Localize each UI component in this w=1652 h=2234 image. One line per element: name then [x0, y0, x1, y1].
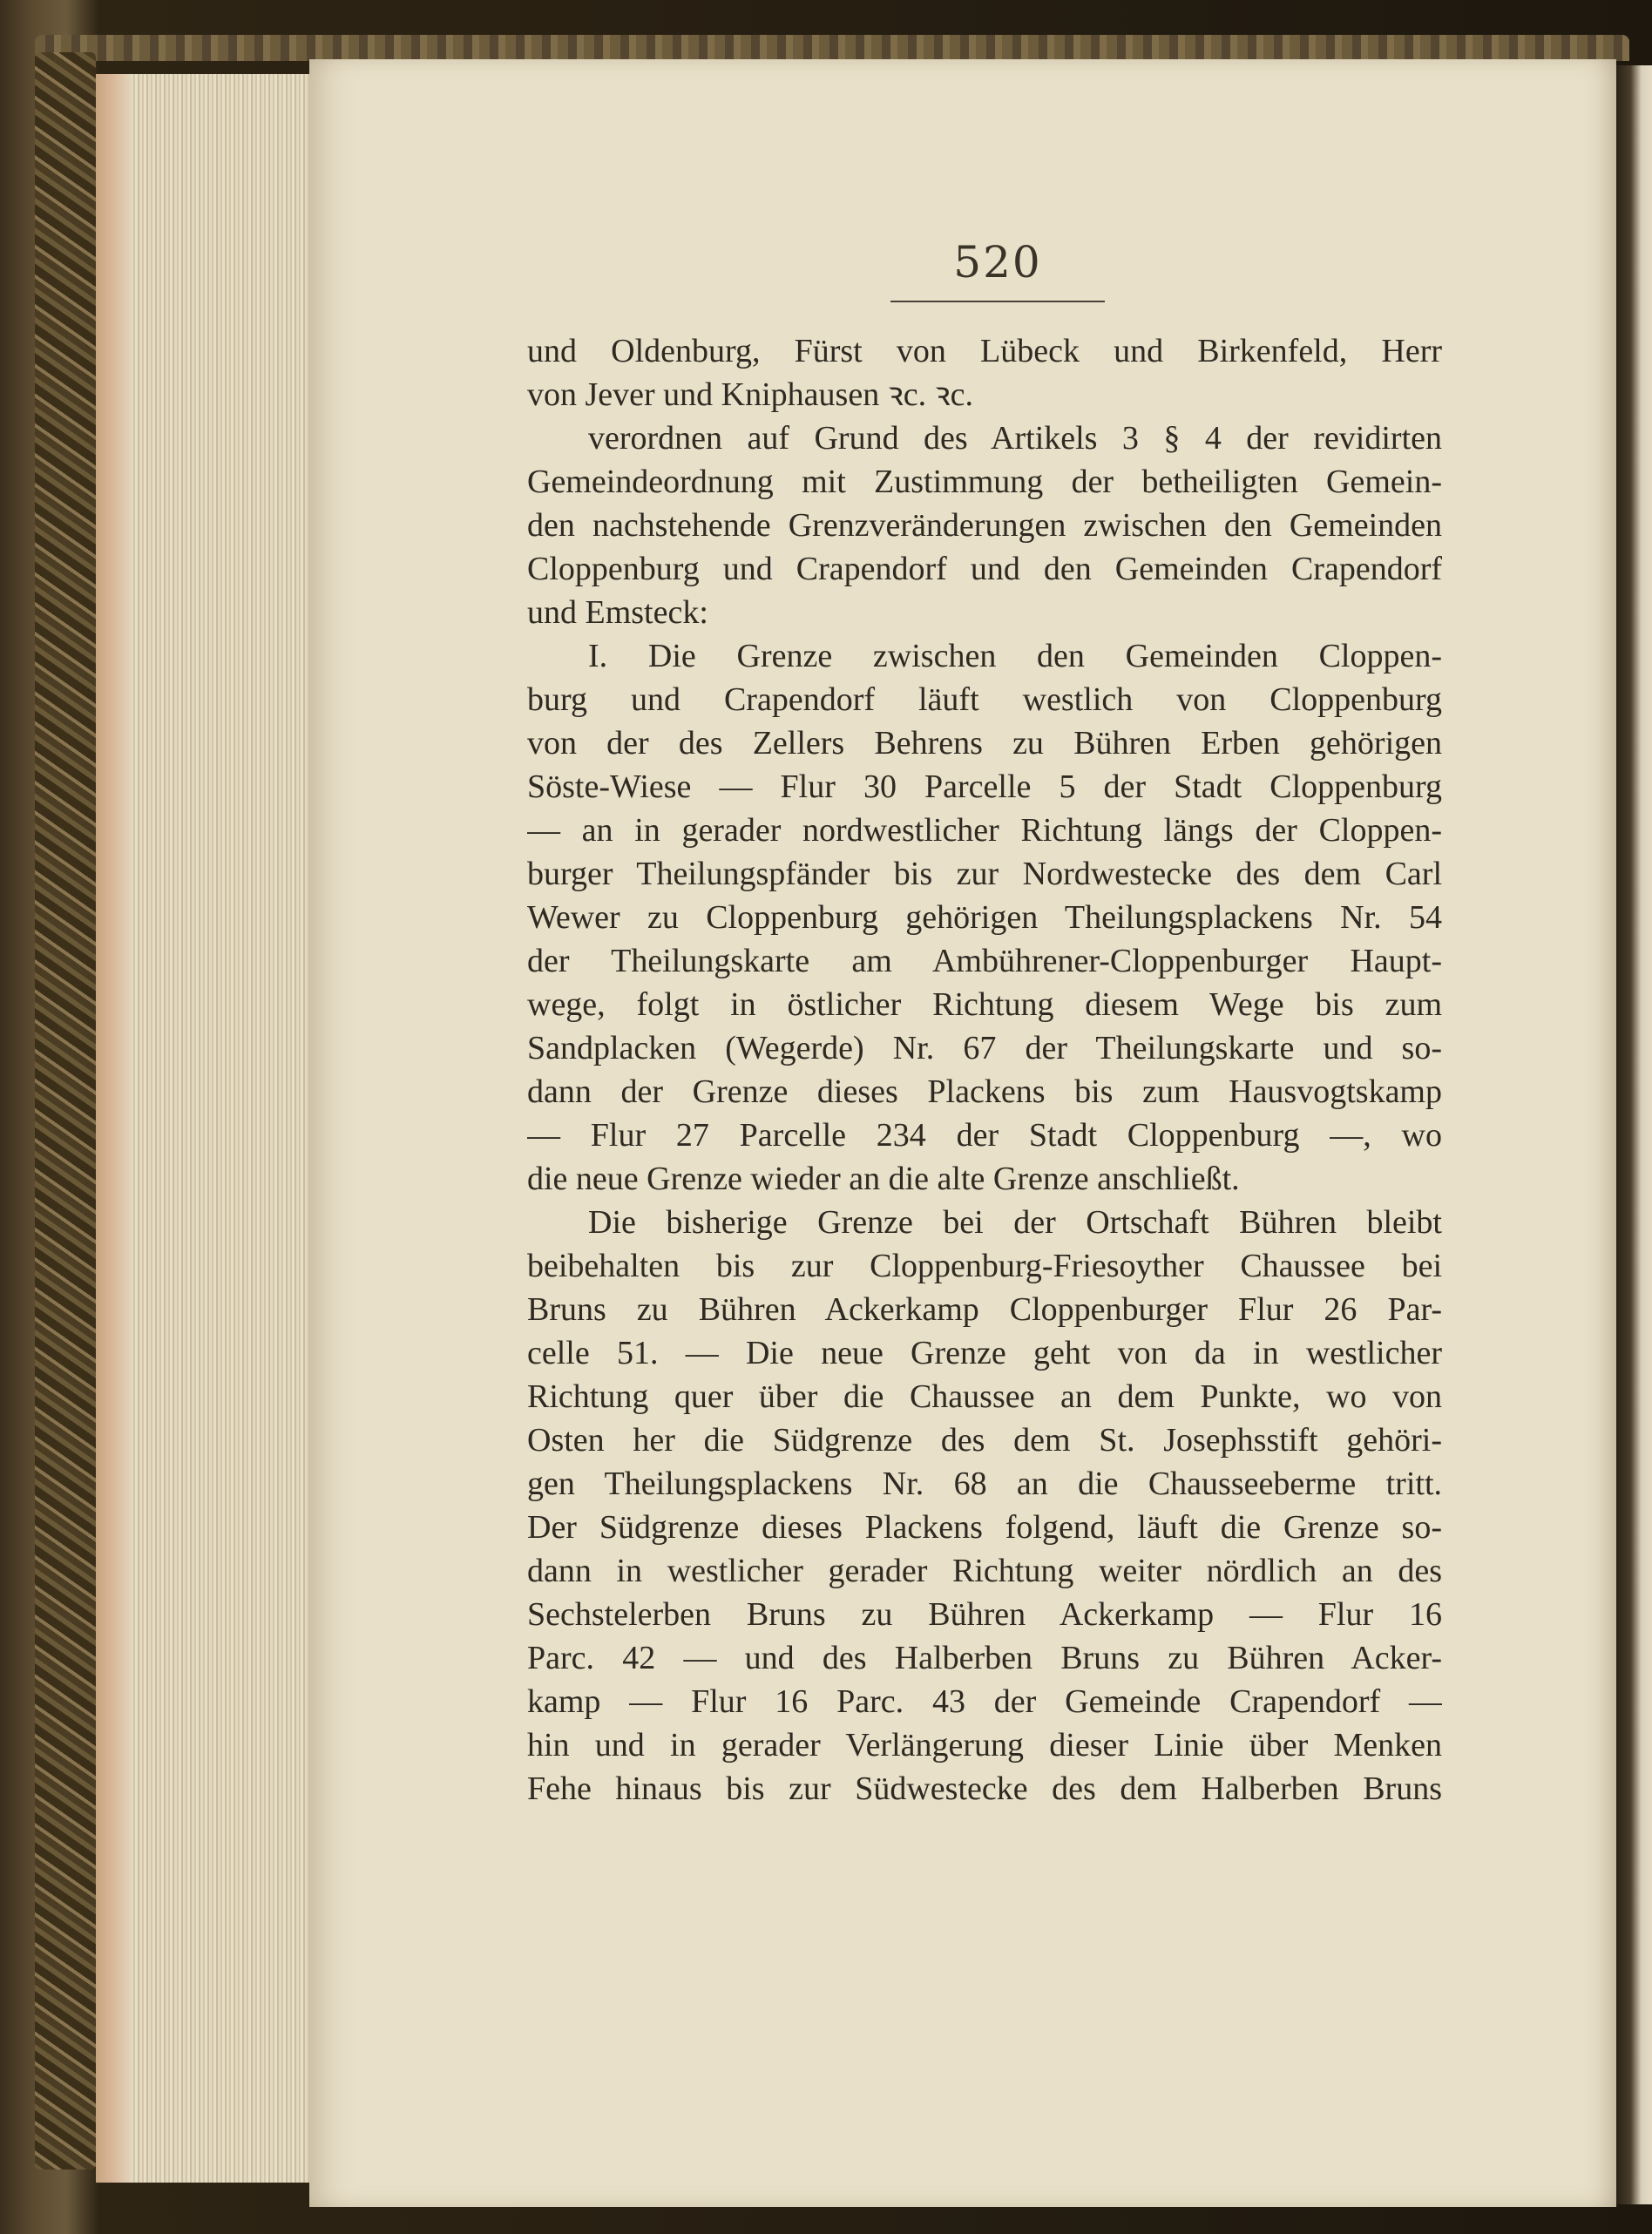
text-line: Cloppenburg und Crapendorf und den Gemeinden Crapendorf [527, 551, 1442, 587]
text-line: Wewer zu Cloppenburg gehörigen Theilungsplackens Nr. 54 [527, 899, 1442, 936]
text-line: verordnen auf Grund des Artikels 3 § 4 der revidirten [588, 420, 1442, 457]
text-line: Richtung quer über die Chaussee an dem Punkte, wo von [527, 1378, 1442, 1415]
text-line: gen Theilungsplackens Nr. 68 an die Chausseeberme tritt. [527, 1466, 1442, 1502]
text-line: Sandplacken (Wegerde) Nr. 67 der Theilungskarte und so- [527, 1030, 1442, 1066]
text-line: Osten her die Südgrenze des dem St. Josephsstift gehöri- [527, 1422, 1442, 1459]
text-line: Der Südgrenze dieses Plackens folgend, läuft die Grenze so- [527, 1509, 1442, 1546]
text-line: kamp — Flur 16 Parc. 43 der Gemeinde Crapendorf — [527, 1683, 1442, 1720]
intro-paragraph [527, 329, 1442, 416]
marbled-spine [35, 52, 96, 2170]
text-line: beibehalten bis zur Cloppenburg-Friesoyther Chaussee bei [527, 1248, 1442, 1284]
paragraph-3 [527, 1201, 1442, 1811]
text-line: — an in gerader nordwestlicher Richtung längs der Cloppen- [527, 812, 1442, 849]
text-line: dann der Grenze dieses Plackens bis zum Hausvogtskamp [527, 1073, 1442, 1110]
page-stack-edges [96, 74, 314, 2183]
paragraph-2 [527, 634, 1442, 1201]
text-line: Sechstelerben Bruns zu Bühren Ackerkamp — Flur 16 [527, 1596, 1442, 1633]
text-line: den nachstehende Grenzveränderungen zwischen den Gemeinden [527, 507, 1442, 544]
text-line: celle 51. — Die neue Grenze geht von da in westlicher [527, 1335, 1442, 1371]
text-line: — Flur 27 Parcelle 234 der Stadt Cloppenburg —, wo [527, 1117, 1442, 1154]
text-line: und Emsteck: [527, 594, 708, 631]
book-top-edge [35, 35, 1629, 61]
text-line: burger Theilungspfänder bis zur Nordwestecke des dem Carl [527, 856, 1442, 892]
text-line: Parc. 42 — und des Halberben Bruns zu Bühren Acker- [527, 1640, 1442, 1676]
header-rule [890, 301, 1105, 302]
text-line: der Theilungskarte am Ambührener-Cloppenburger Haupt- [527, 943, 1442, 979]
facing-page-gutter [1616, 65, 1652, 2204]
text-line: die neue Grenze wieder an die alte Grenze anschließt. [527, 1161, 1240, 1197]
text-line: I. Die Grenze zwischen den Gemeinden Cloppen- [588, 638, 1442, 674]
text-line: Die bisherige Grenze bei der Ortschaft Bühren bleibt [588, 1204, 1442, 1241]
text-line: Bruns zu Bühren Ackerkamp Cloppenburger Flur 26 Par- [527, 1291, 1442, 1328]
text-line: hin und in gerader Verlängerung dieser Linie über Menken [527, 1727, 1442, 1764]
page-number: 520 [953, 237, 1042, 288]
paragraph-1 [527, 416, 1442, 634]
text-line: Fehe hinaus bis zur Südwestecke des dem Halberben Bruns [527, 1770, 1442, 1807]
text-line: Söste-Wiese — Flur 30 Parcelle 5 der Stadt Cloppenburg [527, 768, 1442, 805]
text-line: dann in westlicher gerader Richtung weiter nördlich an des [527, 1553, 1442, 1589]
text-line: von der des Zellers Behrens zu Bühren Erben gehörigen [527, 725, 1442, 762]
text-line: wege, folgt in östlicher Richtung diesem Wege bis zum [527, 986, 1442, 1023]
body-text [527, 329, 1442, 1811]
text-line: und Oldenburg, Fürst von Lübeck und Birkenfeld, Herr [527, 333, 1442, 369]
text-line: von Jever und Kniphausen ꝛc. ꝛc. [527, 376, 973, 413]
text-line: Gemeindeordnung mit Zustimmung der betheiligten Gemein- [527, 464, 1442, 500]
text-line: burg und Crapendorf läuft westlich von Cloppenburg [527, 681, 1442, 718]
